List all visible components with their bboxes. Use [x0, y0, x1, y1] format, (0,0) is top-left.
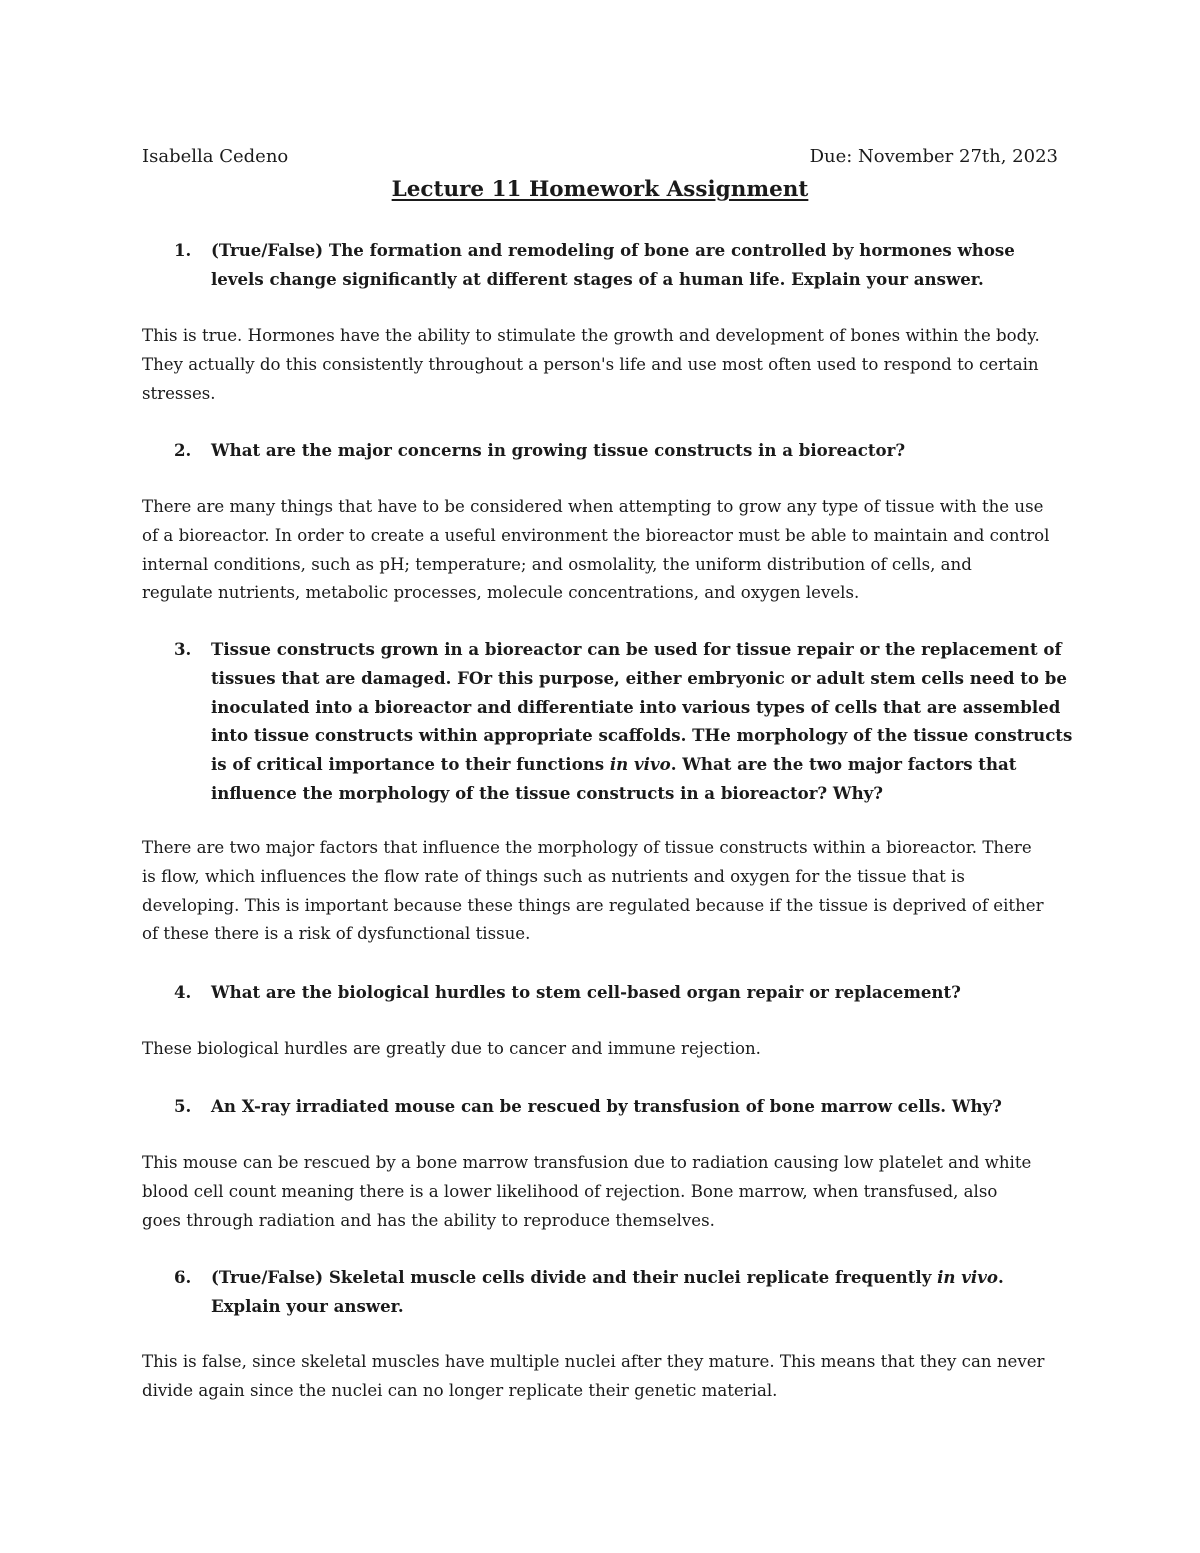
question-line: Tissue constructs grown in a bioreactor can be used for tissue repair or the replacement of [211, 639, 1062, 659]
question-text: is of critical importance to their functions [211, 754, 610, 775]
question-number: 6. [174, 1267, 192, 1287]
question-2 [174, 436, 1061, 465]
answer-line: regulate nutrients, metabolic processes, molecule concentrations, and oxygen levels. [142, 583, 860, 603]
answer-2 [142, 493, 1058, 608]
question-3 [174, 635, 1073, 808]
answer-line: of these there is a risk of dysfunctional tissue. [142, 924, 531, 944]
question-number: 5. [174, 1096, 192, 1116]
answer-line: These biological hurdles are greatly due to cancer and immune rejection. [142, 1039, 761, 1058]
question-line [211, 1263, 1061, 1292]
answer-line: is flow, which influences the flow rate of things such as nutrients and oxygen for the tissue that is [142, 866, 965, 886]
question-line: (True/False) The formation and remodeling of bone are controlled by hormones whose [211, 240, 1015, 260]
answer-line: This is false, since skeletal muscles have multiple nuclei after they mature. This means that they can never [142, 1352, 1045, 1371]
question-number: 2. [174, 440, 192, 460]
italic-term: in vivo [937, 1267, 998, 1287]
question-line [211, 750, 1061, 779]
answer-line: This mouse can be rescued by a bone marrow transfusion due to radiation causing low platelet and white [142, 1153, 1032, 1172]
answer-line: There are many things that have to be considered when attempting to grow any type of tissue with the use [142, 497, 1044, 516]
question-4 [174, 978, 1061, 1007]
question-text: . What are the two major factors that [670, 754, 1017, 775]
answer-line: internal conditions, such as pH; temperature; and osmolality, the uniform distribution of cells, and [142, 554, 972, 574]
document-title: Lecture 11 Homework Assignment [391, 177, 809, 202]
question-6 [174, 1263, 1061, 1321]
document-header [142, 143, 1058, 171]
question-line: tissues that are damaged. FOr this purpose, either embryonic or adult stem cells need to be [211, 667, 1067, 688]
question-text: . [997, 1267, 1004, 1287]
question-line: levels change significantly at different stages of a human life. Explain your answer. [211, 268, 984, 289]
answer-line: blood cell count meaning there is a lower likelihood of rejection. Bone marrow, when transfused, also [142, 1181, 998, 1201]
question-number: 3. [174, 639, 192, 659]
question-1 [174, 236, 1061, 294]
answer-line: goes through radiation and has the ability to reproduce themselves. [142, 1210, 715, 1230]
question-5 [174, 1092, 1061, 1121]
question-line: An X-ray irradiated mouse can be rescued by transfusion of bone marrow cells. Why? [211, 1096, 1002, 1116]
question-number: 4. [174, 982, 192, 1002]
question-line: What are the major concerns in growing tissue constructs in a bioreactor? [211, 440, 906, 460]
due-date: Due: November 27th, 2023 [809, 146, 1058, 167]
answer-4 [142, 1035, 1058, 1064]
question-number: 1. [174, 240, 192, 260]
answer-line: of a bioreactor. In order to create a useful environment the bioreactor must be able to maintain and control [142, 525, 1050, 545]
answer-3 [142, 834, 1058, 949]
question-line: into tissue constructs within appropriate scaffolds. THe morphology of the tissue constructs [211, 725, 1073, 746]
answer-line: divide again since the nuclei can no longer replicate their genetic material. [142, 1380, 778, 1400]
answer-line: There are two major factors that influence the morphology of tissue constructs within a bioreactor. There [142, 838, 1032, 857]
answer-6 [142, 1348, 1058, 1406]
question-text: (True/False) Skeletal muscle cells divide and their nuclei replicate frequently [211, 1267, 938, 1287]
answer-line: stresses. [142, 383, 216, 403]
answer-line: This is true. Hormones have the ability to stimulate the growth and development of bones within the body. [142, 326, 1040, 345]
answer-1 [142, 322, 1058, 408]
answer-line: developing. This is important because these things are regulated because if the tissue is deprived of either [142, 895, 1044, 915]
question-line: What are the biological hurdles to stem cell-based organ repair or replacement? [211, 982, 961, 1002]
answer-5 [142, 1149, 1058, 1235]
question-line: inoculated into a bioreactor and differentiate into various types of cells that are assembled [211, 696, 1061, 717]
author-name: Isabella Cedeno [142, 146, 289, 167]
question-line: influence the morphology of the tissue constructs in a bioreactor? Why? [211, 782, 883, 803]
italic-term: in vivo [609, 754, 671, 775]
answer-line: They actually do this consistently throughout a person's life and use most often used to respond to certain [142, 354, 1039, 374]
question-line: Explain your answer. [211, 1295, 404, 1316]
